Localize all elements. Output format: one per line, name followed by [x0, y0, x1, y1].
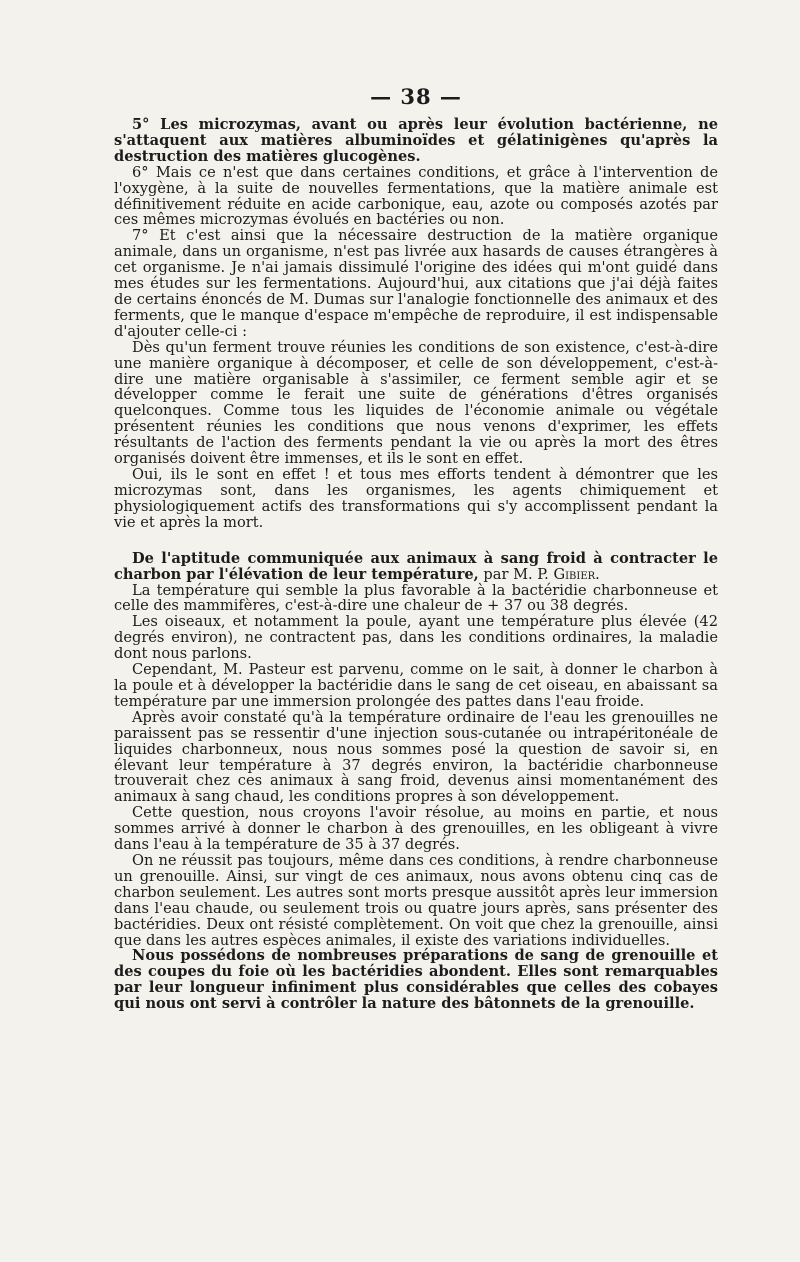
- page-number: — 38 —: [370, 84, 462, 109]
- author-name: Gibier.: [553, 565, 600, 583]
- paragraph: Cette question, nous croyons l'avoir résolue, au moins en partie, et nous sommes arrivé à donner le charbon à des grenouilles, en les obligeant à vivre dans l'eau à la température de 35 à 37 degrés.: [114, 804, 718, 854]
- section-title: De l'aptitude communiquée aux animaux à sang froid à contracter le charbon par l'élévation de leur température,: [114, 549, 718, 583]
- paragraph: Après avoir constaté qu'à la température ordinaire de l'eau les grenouilles ne paraissent pas se ressentir d'une injection sous-cutanée ou intrapéritonéale de liquides charbonneux, nous nous sommes posé la question de savoir si, en élevant leur température à 37 degrés environ, la bactéridie charbonneuse trouverait chez ces animaux à sang froid, devenus ainsi momentanément des animaux à sang chaud, les conditions propres à son développement.: [114, 708, 718, 806]
- paragraph: 5° Les microzymas, avant ou après leur évolution bactérienne, ne s'attaquent aux matières albuminoïdes et gélatinigènes qu'après la destruction des matières glucogènes.: [114, 116, 718, 165]
- paragraph: Cependant, M. Pasteur est parvenu, comme on le sait, à donner le charbon à la poule et à développer la bactéridie dans le sang de cet oiseau, en abaissant sa température par une immersion prolongée des pattes dans l'eau froide.: [114, 661, 718, 710]
- paragraph: Nous possédons de nombreuses préparations de sang de grenouille et des coupes du foie où les bactéridies abondent. Elles sont remarquables par leur longueur infiniment plus considérables que celles des cobayes qui nous ont servi à contrôler la nature des bâtonnets de la grenouille.: [114, 947, 718, 1013]
- paragraph: La température qui semble la plus favorable à la bactéridie charbonneuse et celle des mammifères, c'est-à-dire une chaleur de + 37 ou 38 degrés.: [114, 581, 718, 615]
- byline-prefix: par M. P.: [483, 565, 549, 583]
- section-heading: [114, 551, 718, 583]
- paragraph: Les oiseaux, et notamment la poule, ayant une température plus élevée (42 degrés environ), ne contractent pas, dans les conditions ordinaires, la maladie dont nous parlons.: [114, 613, 718, 663]
- paragraph: On ne réussit pas toujours, même dans ces conditions, à rendre charbonneuse un grenouille. Ainsi, sur vingt de ces animaux, nous avons obtenu cinq cas de charbon seulement. Les autres sont morts presque aussitôt après leur immersion dans l'eau chaude, ou seulement trois ou quatre jours après, sans présenter des bactéridies. Deux ont résisté complètement. On voit que chez la grenouille, ainsi que dans les autres espèces animales, il existe des variations individuelles.: [114, 851, 718, 949]
- paragraph: Oui, ils le sont en effet ! et tous mes efforts tendent à démontrer que les microzymas sont, dans les organismes, les agents chimiquement et physiologiquement actifs des transformations qui s'y accomplissent pendant la vie et après la mort.: [114, 465, 718, 531]
- paragraph: 7° Et c'est ainsi que la nécessaire destruction de la matière organique animale, dans un organisme, n'est pas livrée aux hasards de causes étrangères à cet organisme. Je n'ai jamais dissimulé l'origine des idées qui m'ont guidé dans mes études sur les fermentations. Aujourd'hui, aux citations que j'ai déjà faites de certains énoncés de M. Dumas sur l'analogie fonctionnelle des animaux et des ferments, que le manque d'espace m'empêche de reproduire, il est indispensable d'ajouter celle-ci :: [114, 227, 718, 340]
- paragraph: Dès qu'un ferment trouve réunies les conditions de son existence, c'est-à-dire une manière organique à décomposer, et celle de son développement, c'est-à-dire une matière organisable à s'assimiler, ce ferment semble agir et se développer comme le ferait une suite de générations d'êtres organisés quelconques. Comme tous les liquides de l'économie animale ou végétale présentent réunies les conditions que nous venons d'exprimer, les effets résultants de l'action des ferments pendant la vie ou après la mort des êtres organisés doivent être immenses, et ils le sont en effet.: [114, 338, 718, 468]
- paragraph: 6° Mais ce n'est que dans certaines conditions, et grâce à l'intervention de l'oxygène, à la suite de nouvelles fermentations, que la matière animale est définitivement réduite en acide carbonique, eau, azote ou composés azotés par ces mêmes microzymas évolués en bactéries ou non.: [114, 163, 718, 229]
